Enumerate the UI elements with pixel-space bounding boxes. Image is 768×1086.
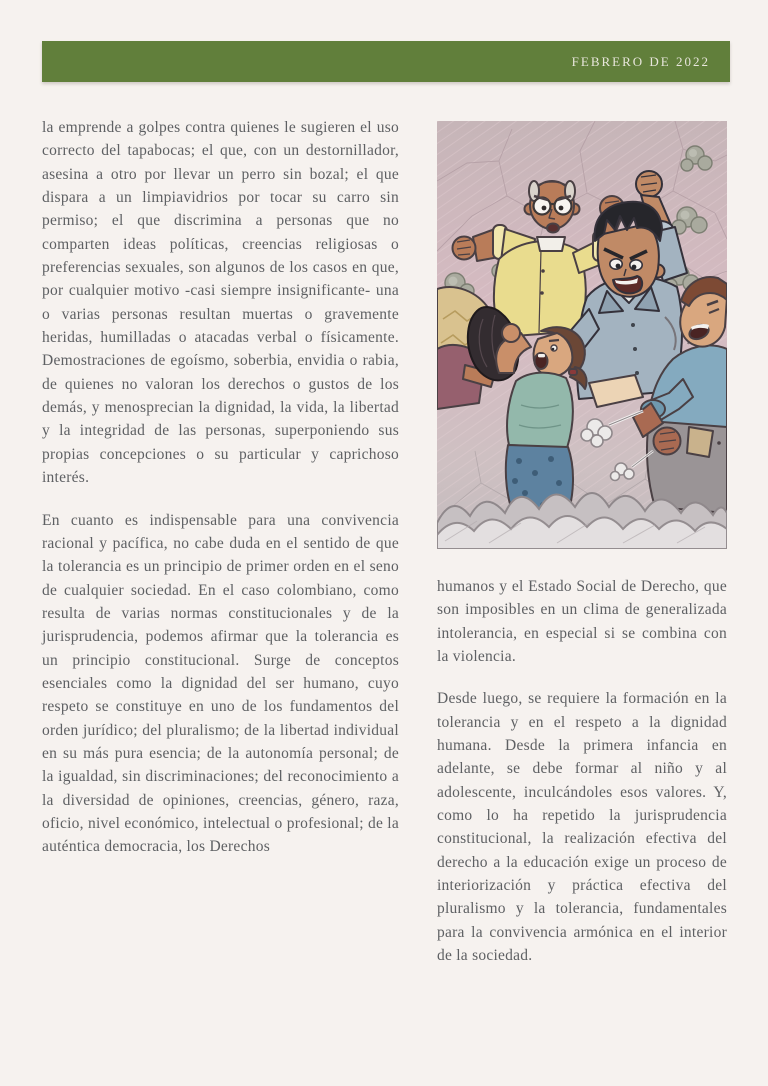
paragraph: humanos y el Estado Social de Derecho, que son imposibles en un clima de generalizada intolerancia, en especial si se combina con la violencia. bbox=[437, 578, 727, 666]
brawl-illustration bbox=[437, 121, 727, 549]
header-date-label: FEBRERO DE 2022 bbox=[571, 53, 710, 69]
paragraph: Desde luego, se requiere la formación en la tolerancia y en el respeto a la dignidad humana. Desde la primera infancia en adelante, se debe formar al niño y al adolescente, inculcándoles esos valores. Y, como lo ha repetido la jurisprudencia constitucional, la realización efectiva del derecho a la educación exige un proceso de interiorización y práctica efectiva del pluralismo y la tolerancia, fundamentales para la convivencia armónica en el interior de la sociedad. bbox=[437, 690, 727, 965]
brawl-illustration-svg bbox=[437, 121, 727, 549]
left-text-column bbox=[42, 116, 399, 878]
right-text-column bbox=[437, 121, 727, 987]
paragraph: En cuanto es indispensable para una convivencia racional y pacífica, no cabe duda en el sentido de que la tolerancia es un principio de primer orden en el seno de cualquier sociedad. En el caso colombiano, como resulta de varias normas constitucionales y de la jurisprudencia, podemos afirmar que la tolerancia es un principio constitucional. Surge de conceptos esenciales como la dignidad del ser humano, cuyo respeto se constituye en uno de los fundamentos del orden jurídico; del pluralismo; de la libertad individual en su más pura esencia; de la autonomía personal; de la igualdad, sin discriminaciones; del reconocimiento a la diversidad de opiniones, creencias, género, raza, oficio, nivel económico, intelectual o profesional; de la auténtica democracia, los Derechos bbox=[42, 511, 399, 856]
paragraph: la emprende a golpes contra quienes le sugieren el uso correcto del tapabocas; el que, con un destornillador, asesina a otro por llevar un perro sin bozal; el que dispara a un limpiavidrios por tocar su carro sin permiso; el que discrimina a personas que no comparten ideas políticas, creencias religiosas o preferencias sexuales, son algunos de los casos en que, por cualquier motivo -casi siempre insignificante- una o varias personas resultan muertas o gravemente heridas, humilladas o atacadas verbal o físicamente. Demostraciones de egoísmo, soberbia, envidia o rabia, de quienes no valoran los derechos o gustos de los demás, y menosprecian la dignidad, la vida, la libertad y la integridad de las personas, superponiendo sus propias concepciones o su particular y caprichoso interés. bbox=[42, 119, 399, 487]
teal-woman-figure bbox=[496, 324, 586, 521]
header-bar bbox=[42, 41, 730, 82]
